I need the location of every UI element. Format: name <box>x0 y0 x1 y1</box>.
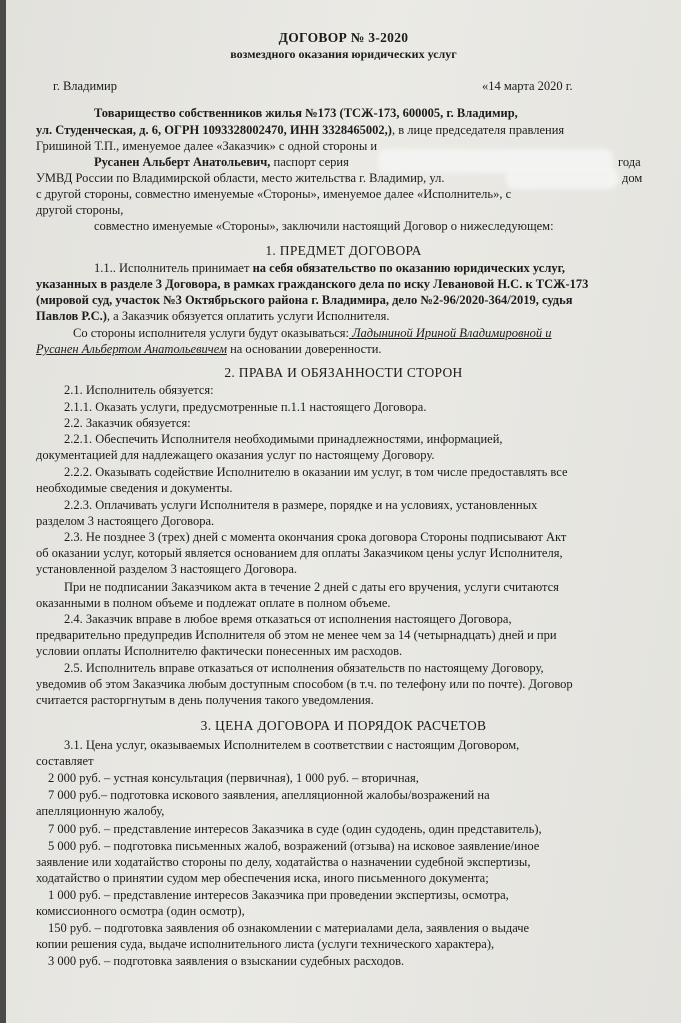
preamble-line-2: ул. Студенческая, д. 6, ОГРН 1093328002470, ИНН 3328465002,), в лице председателя правления <box>36 123 565 137</box>
s2-5-line-3: считается расторгнутым в день получения такого уведомления. <box>36 693 374 707</box>
s2-2-2-line-2: необходимые сведения и документы. <box>36 481 233 495</box>
s1-p1-line-2: указанных в разделе 3 Договора, в рамках гражданского дела по иску Левановой Н.С. к ТСЖ-173 <box>36 277 589 291</box>
price-item-written-line-1: 5 000 руб. – подготовка письменных жалоб, возражений (отзыва) на исковое заявление/иное <box>48 839 540 853</box>
price-item-technical-line-2: копии решения суда, выдаче исполнительного листа (услуги технического характера), <box>36 937 495 951</box>
price-item-claim-line-2: апелляционную жалобу, <box>36 804 165 818</box>
s2-3-line-1: 2.3. Не позднее 3 (трех) дней с момента окончания срока договора Стороны подписывают Акт <box>64 530 567 544</box>
section-3-heading: 3. ЦЕНА ДОГОВОРА И ПОРЯДОК РАСЧЕТОВ <box>200 718 487 733</box>
s2-5-line-2: уведомив об этом Заказчика любым доступным способом (в т.ч. по телефону или по почте). Договор <box>36 677 573 691</box>
document-title: ДОГОВОР № 3-2020 <box>278 30 409 45</box>
s2-4-line-2: предварительно предупредив Исполнителя об этом не менее чем за 14 (четырнадцать) дней и при <box>36 628 557 642</box>
s2-1: 2.1. Исполнитель обязуется: <box>64 383 214 397</box>
s2-4-line-3: условии оплаты Исполнителю фактически понесенных им расходов. <box>36 644 403 658</box>
preamble-line-5-end: дом <box>622 171 643 185</box>
price-item-consultation: 2 000 руб. – устная консультация (первичная), 1 000 руб. – вторичная, <box>48 771 419 785</box>
s1-p1-line-1: 1.1.. Исполнитель принимает на себя обязательство по оказанию юридических услуг, <box>94 261 565 275</box>
section-2-heading: 2. ПРАВА И ОБЯЗАННОСТИ СТОРОН <box>224 365 463 380</box>
s3-1-line-2: составляет <box>36 754 94 768</box>
s1-p2-line-2: Русанен Альбертом Анатольевичем на основании доверенности. <box>36 342 382 356</box>
s2-2-3-line-1: 2.2.3. Оплачивать услуги Исполнителя в размере, порядке и на условиях, установленных <box>64 498 538 512</box>
s1-p2-line-1: Со стороны исполнителя услуги будут оказываться: Ладыниной Ириной Владимировной и <box>73 326 552 340</box>
s2-2-3-line-2: разделом 3 настоящего Договора. <box>36 514 215 528</box>
preamble-line-7: другой стороны, <box>36 203 124 217</box>
preamble-line-5: УМВД России по Владимирской области, место жительства г. Владимир, ул. <box>36 171 445 185</box>
price-item-written-line-3: ходатайство о принятии судом мер обеспечения иска, иного письменного документа; <box>36 871 489 885</box>
s2-3-line-3: установленной разделом 3 настоящего Договора. <box>36 562 297 576</box>
price-item-claim-line-1: 7 000 руб.– подготовка искового заявления, апелляционной жалобы/возражений на <box>48 788 490 802</box>
no-sign-clause-line-2: оказанными в полном объеме и подлежат оплате в полном объеме. <box>36 596 391 610</box>
section-1-heading: 1. ПРЕДМЕТ ДОГОВОРА <box>265 243 422 258</box>
price-item-expenses: 3 000 руб. – подготовка заявления о взыскании судебных расходов. <box>48 954 405 968</box>
s2-2: 2.2. Заказчик обязуется: <box>64 416 191 430</box>
s2-2-1-line-1: 2.2.1. Обеспечить Исполнителя необходимыми принадлежностями, информацией, <box>64 432 503 446</box>
s2-2-2-line-1: 2.2.2. Оказывать содействие Исполнителю в оказании им услуг, в том числе предоставлять все <box>64 465 568 479</box>
document-subtitle: возмездного оказания юридических услуг <box>230 47 457 61</box>
price-item-technical-line-1: 150 руб. – подготовка заявления об ознакомлении с материалами дела, заявления о выдаче <box>48 921 530 935</box>
s2-1-1: 2.1.1. Оказать услуги, предусмотренные п.1.1 настоящего Договора. <box>64 400 427 414</box>
preamble-line-4: Русанен Альберт Анатольевич, паспорт серия <box>94 155 349 169</box>
s2-2-1-line-2: документацией для надлежащего оказания услуг по настоящему Договору. <box>36 448 435 462</box>
price-item-expertise-line-2: комиссионного осмотра (один осмотр), <box>36 904 245 918</box>
preamble-line-1: Товарищество собственников жилья №173 (ТСЖ-173, 600005, г. Владимир, <box>94 106 518 120</box>
preamble-line-4-end: года <box>618 155 641 169</box>
redaction-address <box>506 167 618 189</box>
s1-p1-line-4: Павлов Р.С.), а Заказчик обязуется оплатить услуги Исполнителя. <box>36 309 390 323</box>
preamble-line-6: с другой стороны, совместно именуемые «Стороны», именуемое далее «Исполнитель», с <box>36 187 512 201</box>
s2-4-line-1: 2.4. Заказчик вправе в любое время отказаться от исполнения настоящего Договора, <box>64 612 512 626</box>
preamble-line-8: совместно именуемые «Стороны», заключили настоящий Договор о нижеследующем: <box>94 219 554 233</box>
price-item-written-line-2: заявление или ходатайство стороны по делу, ходатайства о назначении судебной экспертизы, <box>36 855 531 869</box>
price-item-expertise-line-1: 1 000 руб. – представление интересов Заказчика при проведении экспертизы, осмотра, <box>48 888 509 902</box>
city: г. Владимир <box>53 79 117 93</box>
preamble-line-3: Гришиной Т.П., именуемое далее «Заказчик» с одной стороны и <box>36 139 378 153</box>
s2-3-line-2: об оказании услуг, который является основанием для оплаты Заказчиком цены услуг Исполнителя, <box>36 546 563 560</box>
contract-page <box>6 0 681 1023</box>
price-item-court: 7 000 руб. – представление интересов Заказчика в суде (один судодень, один представитель), <box>48 822 542 836</box>
s2-5-line-1: 2.5. Исполнитель вправе отказаться от исполнения обязательств по настоящему Договору, <box>64 661 544 675</box>
s1-p1-line-3: (мировой суд, участок №3 Октябрьского района г. Владимира, дело №2-96/2020-364/2019, судья <box>36 293 573 307</box>
s3-1-line-1: 3.1. Цена услуг, оказываемых Исполнителем в соответствии с настоящим Договором, <box>64 738 520 752</box>
contract-date: «14 марта 2020 г. <box>482 79 573 93</box>
no-sign-clause-line-1: При не подписании Заказчиком акта в течение 2 дней с даты его вручения, услуги считаются <box>64 580 559 594</box>
